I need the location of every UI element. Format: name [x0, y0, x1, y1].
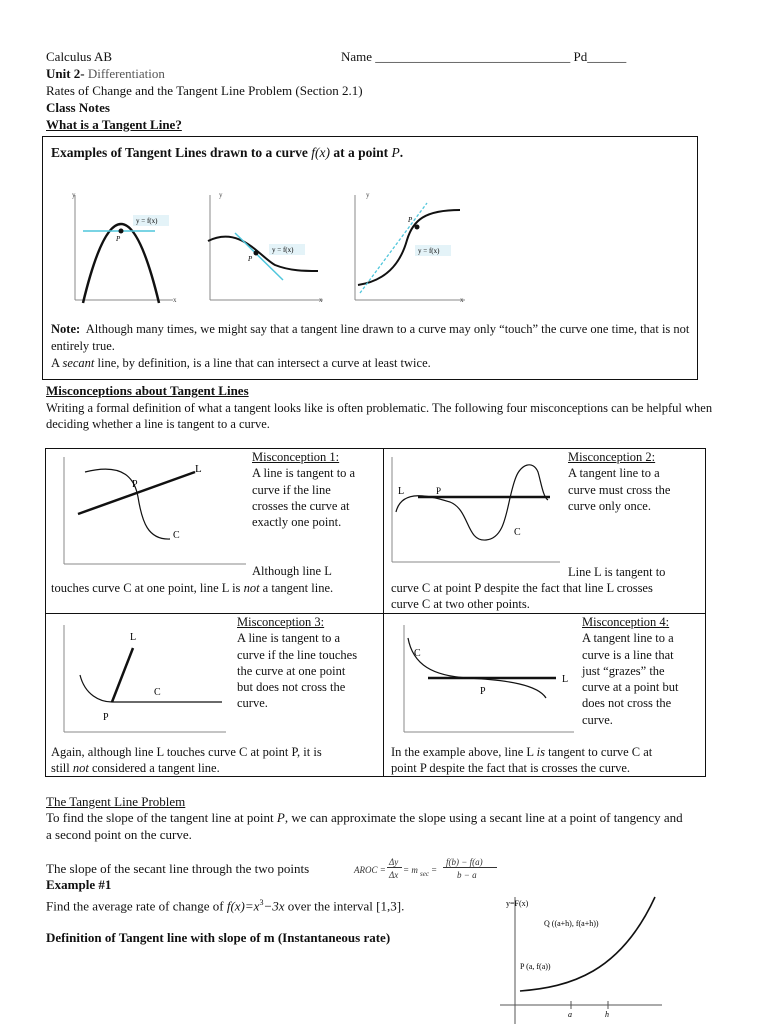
secant-graph: [500, 893, 670, 1024]
caption-1c: tangent to curve C at: [545, 745, 653, 759]
point-label-1: P: [116, 235, 121, 243]
curve-c: [80, 675, 222, 702]
misconception-2-figure: [388, 452, 563, 567]
misconception-4-figure: [388, 620, 578, 738]
label-l: L: [398, 486, 405, 497]
label-c: C: [173, 530, 180, 541]
note-text: Although many times, we might say that a tangent line drawn to a curve may only “touch” the curve one time, that is not entirely true.: [51, 322, 690, 353]
axis-y-label: y: [219, 191, 223, 199]
misconception-1-line: A line is tangent to a: [252, 466, 356, 481]
tangent-problem-text-2: a second point on the curve.: [46, 827, 192, 842]
curve-c: [396, 465, 548, 540]
misconception-4-text: [582, 614, 679, 728]
example-end: .: [401, 898, 405, 914]
misconceptions-heading: Misconceptions about Tangent Lines: [46, 383, 249, 398]
tangent-point-1: [119, 229, 124, 234]
point-label-3: P: [408, 216, 413, 224]
misconception-1-line: curve if the line: [252, 482, 331, 497]
secant-graph-curve: [520, 897, 655, 991]
graph-h-label: h: [605, 1010, 609, 1019]
note-paragraph: [51, 321, 691, 355]
parabola-curve: [83, 224, 159, 303]
formula-num: f(b) − f(a): [446, 857, 483, 867]
misconception-1-line: exactly one point.: [252, 515, 342, 530]
line-l: [112, 648, 133, 702]
formula-msec: = m: [403, 865, 418, 875]
tangent-problem-text: [46, 810, 736, 826]
formula-dy: Δy: [389, 857, 399, 867]
secant-word: secant: [62, 356, 95, 370]
caption-2b: not: [243, 581, 260, 595]
misconception-3-line: the curve at one point: [237, 663, 346, 678]
misconception-3-figure: [50, 620, 230, 738]
misconception-1-caption-1: Although line L: [252, 564, 332, 578]
caption-1a: In the example above, line L: [391, 745, 537, 759]
label-l: L: [130, 632, 137, 643]
label-c: C: [414, 648, 421, 659]
unit-label: Unit 2-: [46, 66, 85, 81]
misconception-3-line: curve.: [237, 696, 268, 711]
curve-c: [408, 638, 546, 698]
label-l: L: [195, 463, 202, 475]
formula-dx: Δx: [389, 870, 399, 880]
misconception-4-line: curve is a line that: [582, 647, 674, 662]
misconception-4-caption-1: [391, 744, 652, 760]
misconception-2-line: A tangent line to a: [568, 466, 660, 481]
tangent-point-3: [415, 225, 420, 230]
name-field[interactable]: Name ______________________________ Pd______: [341, 49, 627, 64]
caption-2c: considered a tangent line.: [88, 761, 220, 775]
misconception-1-figure: [50, 452, 250, 570]
misconception-2-line: curve must cross the: [568, 482, 671, 497]
tangent-problem-heading: The Tangent Line Problem: [46, 794, 186, 809]
formula-eq: =: [431, 865, 438, 875]
caption-2b: not: [72, 761, 89, 775]
label-p: P: [103, 712, 109, 723]
misconception-4-line: does not cross the: [582, 696, 672, 711]
curve-label-3: y = f(x): [418, 247, 440, 255]
examples-title: [51, 145, 403, 161]
curve-c: [85, 469, 170, 539]
label-l: L: [562, 674, 569, 685]
misconception-4-title: Misconception 4:: [582, 615, 670, 629]
secant-pre: A: [51, 356, 63, 370]
label-p: P: [132, 479, 138, 490]
misconception-1-title: Misconception 1:: [252, 450, 340, 464]
secant-post: line, by definition, is a line that can intersect a curve at least twice.: [94, 356, 431, 370]
misconception-4-line: curve at a point but: [582, 680, 679, 695]
label-p: P: [436, 486, 442, 496]
unit-topic: Differentiation: [87, 66, 165, 81]
misconception-4-line: just “grazes” the: [582, 663, 665, 678]
label-c: C: [154, 687, 161, 698]
axis-x-label: x: [173, 296, 177, 304]
graph-p-label: P (a, f(a)): [520, 962, 551, 971]
formula-den: b − a: [457, 870, 477, 880]
tangent-point-2: [254, 251, 259, 256]
misconception-3-caption-2: [51, 760, 220, 776]
misconception-2-title: Misconception 2:: [568, 450, 656, 464]
misconception-3-title: Misconception 3:: [237, 615, 325, 629]
examples-title-fx: f(x): [311, 145, 331, 160]
tangent-question-heading: What is a Tangent Line?: [46, 117, 182, 132]
misconception-3-text: [237, 614, 357, 712]
axis-x-label: x: [460, 296, 464, 304]
misconception-4-line: curve.: [582, 712, 613, 727]
label-c: C: [514, 527, 521, 538]
point-label-2: P: [248, 255, 253, 263]
class-notes-heading: Class Notes: [46, 100, 110, 115]
axis-y-label: y: [366, 191, 370, 199]
misconception-3-line: A line is tangent to a: [237, 631, 341, 646]
tangent-line-2: [235, 233, 283, 280]
misconception-1-text: [252, 449, 355, 530]
examples-title-end: .: [399, 145, 404, 160]
misconception-2-text: [568, 449, 670, 514]
tp-text-1b: P: [276, 810, 285, 825]
tangent-examples-figure: [55, 185, 485, 315]
misconception-2-line: curve only once.: [568, 498, 651, 513]
tp-text-1a: To find the slope of the tangent line at point: [46, 810, 277, 825]
caption-2a: still: [51, 761, 73, 775]
graph-a-label: a: [568, 1010, 572, 1019]
examples-title-mid: at a point: [330, 145, 392, 160]
secant-slope-text: The slope of the secant line through the two points: [46, 861, 310, 876]
misconception-4-line: A tangent line to a: [582, 631, 674, 646]
misconceptions-intro: Writing a formal definition of what a tangent looks like is often problematic. The following four misconceptions can be helpful when deciding whether a line is tangent to a curve.: [46, 401, 713, 431]
caption-1b: is: [536, 745, 546, 759]
misconception-4-caption-2: point P despite the fact that is crosses the curve.: [391, 761, 631, 775]
examples-title-p: P: [391, 145, 400, 160]
example-graph-parabola: [72, 191, 177, 304]
unit-line: [46, 66, 165, 82]
graph-y-label: y=F(x): [506, 899, 529, 908]
formula-sec: sec: [420, 870, 429, 878]
misconception-3-line: curve if the line touches: [237, 647, 358, 662]
misconception-3-caption-1: Again, although line L touches curve C at point P, it is: [51, 745, 322, 759]
course-title: Calculus AB: [46, 49, 113, 64]
section-title: Rates of Change and the Tangent Line Problem (Section 2.1): [46, 83, 363, 98]
example-interval: [1,3]: [376, 898, 402, 914]
example-exp: 3: [259, 898, 264, 907]
misconception-2-caption-2: curve C at point P despite the fact that line L crosses: [391, 581, 653, 595]
misconception-1-caption-2: [51, 580, 333, 596]
example-1-label: Example #1: [46, 877, 112, 892]
secant-definition: [51, 355, 431, 371]
tp-text-1c: , we can approximate the slope using a secant line at a point of tangency and: [284, 810, 683, 825]
example-fx: f(x)=x: [226, 898, 260, 914]
formula-aroc: AROC =: [354, 865, 386, 875]
misconception-2-caption-3: curve C at two other points.: [391, 597, 530, 611]
curve-label-1: y = f(x): [136, 217, 158, 225]
examples-title-text: Examples of Tangent Lines drawn to a curve: [51, 145, 312, 160]
caption-2c: a tangent line.: [259, 581, 334, 595]
axis-y-label: y: [72, 191, 76, 199]
axis-x-label: x: [319, 296, 323, 304]
caption-2a: touches curve C at one point, line L is: [51, 581, 244, 595]
misconception-2-caption-1: Line L is tangent to: [568, 565, 666, 579]
graph-q-label: Q ((a+h), f(a+h)): [544, 919, 599, 928]
example-graph-decreasing: [208, 191, 323, 304]
label-p: P: [480, 686, 486, 697]
example-1-text: [46, 895, 404, 914]
misconception-3-line: but does not cross the: [237, 680, 346, 695]
tangent-definition-heading: Definition of Tangent line with slope of m (Instantaneous rate): [46, 930, 391, 945]
example-pre: Find the average rate of change of: [46, 898, 227, 914]
curve-label-2: y = f(x): [272, 246, 294, 254]
example-rest: −3x: [263, 898, 285, 914]
note-label: Note:: [51, 322, 81, 336]
example-graph-inflection: [355, 191, 465, 304]
misconception-1-line: crosses the curve at: [252, 498, 350, 513]
example-over: over the interval: [284, 898, 377, 914]
